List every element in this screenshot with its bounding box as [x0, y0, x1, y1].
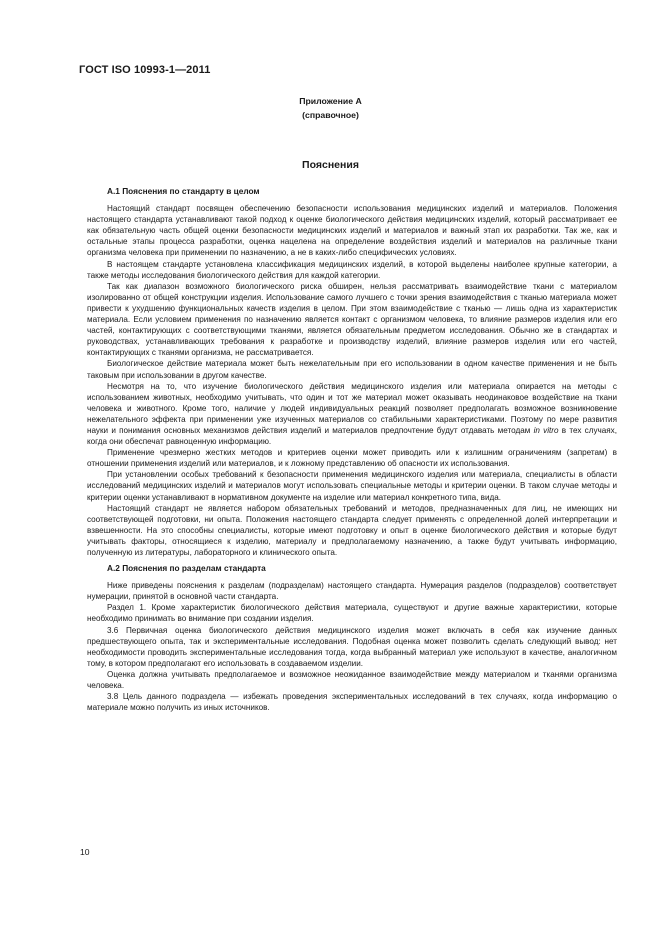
- section-title: А.1 Пояснения по стандарту в целом: [107, 186, 260, 196]
- page-heading: Пояснения: [302, 159, 359, 171]
- paragraph: Настоящий стандарт посвящен обеспечению безопасности использования медицинских изделий и материалов. Положения настоящего стандарта устанавливают такой подход к оценке биологического действия медицинских изделий, который рассматривает ее как обязательную часть общей оценки безопасности медицинских изделий и материалов и важный этап их разработки. Так же, как и остальные этапы процесса разработки, оценка нацелена на определение воздействия изделий и материалов на различные ткани организма человека при применении по назначению, а не в каких-либо специфических условиях.: [87, 204, 617, 258]
- annex-subtitle: (справочное): [302, 110, 359, 120]
- document-header: ГОСТ ISO 10993-1—2011: [79, 64, 211, 76]
- page-number: 10: [80, 847, 90, 857]
- body-text: [87, 186, 617, 713]
- annex-title: Приложение А: [299, 96, 362, 106]
- paragraph: Несмотря на то, что изучение биологического действия медицинского изделия или материала опирается на методы с использованием животных, необходимо учитывать, что один и тот же материал может оказывать неодинаковое воздействие на ткани человека и животного. Кроме того, наличие у людей индивидуальных реакций позволяет предполагать возможное возникновение нежелательного эффекта при применении уже изученных материалов со стабильными характеристиками. Поэтому по мере развития науки и понимания основных механизмов действия изделий и материалов предпочтение будут отдавать методам in vitro в тех случаях, когда они обеспечат равноценную информацию.: [87, 381, 617, 447]
- paragraph: В настоящем стандарте установлена классификация медицинских изделий, в которой выделены наиболее крупные категории, а также методы исследования биологического действия для каждой категории.: [87, 259, 617, 280]
- paragraph: Настоящий стандарт не является набором обязательных требований и методов, предназначенных для лиц, не имеющих ни соответствующей подготовки, ни опыта. Положения настоящего стандарта следует применять с определенной долей интерпретации и взвешенности. На это способны специалисты, которые имеют подготовку и опыт в оценке биологического действия и которые будут учитывать факторы, относящиеся к изделию, материалу и предполагаемому назначению, а также будут учитывать информацию, полученную из литературы, лабораторного и клинического опыта.: [87, 503, 617, 557]
- annex-block: [0, 94, 661, 122]
- paragraph: Так как диапазон возможного биологического риска обширен, нельзя рассматривать взаимодействие ткани с материалом изолированно от общей конструкции изделия. Использование самого лучшего с точки зрения взаимодействия с тканью материала может привести к ухудшению функциональных качеств изделия в целом. При этом взаимодействие с тканью — лишь одна из характеристик материала. Если условием применения по назначению является контакт с организмом человека, то влияние размеров изделия или его частей, контактирующих с соответствующими тканями, является обязательным предметом исследования. Обычно же в стандартах и руководствах, устанавливающих требования к разработке и производству изделий, влияние размеров изделия или его частей, контактирующих с тканями организма, не рассматривается.: [87, 281, 617, 358]
- section-title: А.2 Пояснения по разделам стандарта: [107, 563, 266, 574]
- paragraph: Ниже приведены пояснения к разделам (подразделам) настоящего стандарта. Нумерация разделов (подразделов) соответствует нумерации, принятой в основной части стандарта.: [87, 581, 617, 602]
- paragraph: Применение чрезмерно жестких методов и критериев оценки может приводить или к излишним ограничениям (запретам) в отношении применения изделий или материалов, и к ложному представлению об опасности их использования.: [87, 448, 617, 469]
- paragraph: 3.8 Цель данного подраздела — избежать проведения экспериментальных исследований в тех случаях, когда информацию о материале можно получить из иных источников.: [87, 692, 617, 713]
- paragraph: Оценка должна учитывать предполагаемое и возможное неожиданное взаимодействие между материалом и тканями организма человека.: [87, 669, 617, 691]
- paragraph: 3.6 Первичная оценка биологического действия медицинского изделия может включать в себя как изучение данных предшествующего опыта, так и экспериментальные исследования. Подобная оценка может позволить сделать следующий вывод: нет необходимости проводить экспериментальные исследования тогда, когда выбранный материал уже используют в качестве, аналогичном тому, в котором предполагают его использовать в создаваемом изделии.: [87, 625, 617, 668]
- paragraph: При установлении особых требований к безопасности применения медицинского изделия или материала, специалисты в области исследований медицинских изделий и материалов могут использовать специальные методы и критерии оценки. В таком случае методы и критерии оценки устанавливают в нормативном документе на изделие или материал конкретного типа, вида.: [87, 470, 617, 502]
- paragraph: Раздел 1. Кроме характеристик биологического действия материала, существуют и другие важные характеристики, которые необходимо принимать во внимание при создании изделия.: [87, 603, 617, 624]
- paragraph: Биологическое действие материала может быть нежелательным при его использовании в одном качестве применения и не быть таковым при использовании в другом качестве.: [87, 359, 617, 380]
